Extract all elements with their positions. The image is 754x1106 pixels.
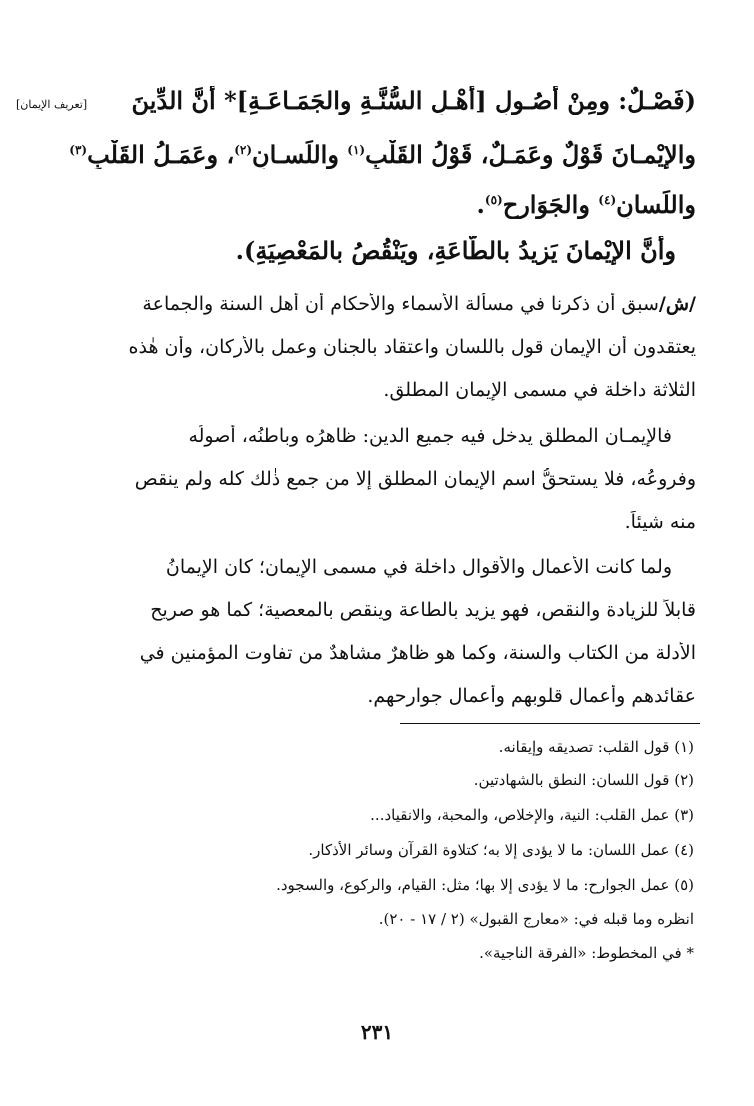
sharh-line: فالإيمـان المطلق يدخل فيه جميع الدين: ظاهرُه وباطنُه، أصولُه <box>188 425 672 447</box>
matn-text: واللِّسانِ <box>616 190 696 219</box>
footnote: انظره وما قبله في: «معارج القبول» (٢ / ١٧ - ٢٠). <box>378 910 694 928</box>
footnote: (٢) قول اللسان: النطق بالشهادتين. <box>473 771 694 789</box>
sharh-line: الثلاثة داخلة في مسمى الإيمان المطلق. <box>383 379 696 401</box>
footnote-ref: (٤) <box>598 193 617 207</box>
matn-text: واللِّسـانِ <box>252 140 348 169</box>
sharh-line: قابلاً للزيادة والنقص، فهو يزيد بالطاعة وينقص بالمعصية؛ كما هو صريح <box>150 599 696 621</box>
matn-text: ، وعَمَـلُ القَلْبِ <box>87 140 235 169</box>
matn-line-4 <box>40 236 676 265</box>
matn-text: والإِيْمـانَ قَوْلٌ وعَمَـلٌ، قَوْلُ القَلْبِ <box>365 140 696 169</box>
matn-line-1 <box>40 86 696 115</box>
sharh-line: وفروعُه، فلا يستحقُّ اسم الإيمان المطلق إلا من جمع ذٰلك كله ولم ينقص <box>134 468 696 490</box>
footnote-ref: (٣) <box>69 143 88 157</box>
matn-line-2 <box>40 140 696 169</box>
sharh-line: عقائدهم وأعمال قلوبهم وأعمال جوارحهم. <box>367 685 696 707</box>
page-number: ٢٣١ <box>360 1020 394 1044</box>
footnote: (٥) عمل الجوارح: ما لا يؤدى إلا بها؛ مثل: القيام، والركوع، والسجود. <box>276 876 694 894</box>
footnote-ref: (١) <box>347 143 366 157</box>
footnote: (٤) عمل اللسان: ما لا يؤدى إلا به؛ كتلاوة القرآن وسائر الأذكار. <box>308 841 694 859</box>
footnote: (٣) عمل القلب: النية، والإخلاص، والمحبة، والانقياد... <box>370 806 694 824</box>
sharh-line: الأدلة من الكتاب والسنة، وكما هو ظاهرٌ مشاهدٌ من تفاوت المؤمنين في <box>139 642 696 664</box>
matn-text: (فَصْـلٌ: ومِنْ أُصُـولِ [أَهْـلِ السُّنَّـةِ والجَمَـاعَـةِ]* أَنَّ الدِّينَ <box>131 86 696 115</box>
sharh-marker: /ش/ <box>658 293 696 315</box>
sharh-line: ولما كانت الأعمال والأقوال داخلة في مسمى الإيمان؛ كان الإيمانُ <box>165 556 672 578</box>
footnote: * في المخطوط: «الفرقة الناجية». <box>479 944 694 962</box>
matn-text: . <box>476 190 485 219</box>
matn-line-3 <box>40 190 696 219</box>
sharh-line <box>40 293 696 315</box>
matn-text: وأَنَّ الإِيْمانَ يَزِيدُ بالطَّاعَةِ، ويَنْقُصُ بالمَعْصِيَةِ). <box>235 236 676 265</box>
footnote-ref: (٢) <box>234 143 253 157</box>
sharh-line: منه شيئاً. <box>624 511 696 533</box>
matn-text: والجَوَارِحِ <box>502 190 599 219</box>
sharh-text: سبق أن ذكرنا في مسألة الأسماء والأحكام أن أهل السنة والجماعة <box>142 293 659 315</box>
footnote-ref: (٥) <box>484 193 503 207</box>
footnote: (١) قول القلب: تصديقه وإيقانه. <box>498 738 694 756</box>
footnote-separator <box>400 723 700 724</box>
sharh-line: يعتقدون أن الإيمان قول باللسان واعتقاد بالجنان وعمل بالأركان، وأن هٰذه <box>128 336 696 358</box>
margin-note: [تعريف الإيمان] <box>16 98 88 111</box>
